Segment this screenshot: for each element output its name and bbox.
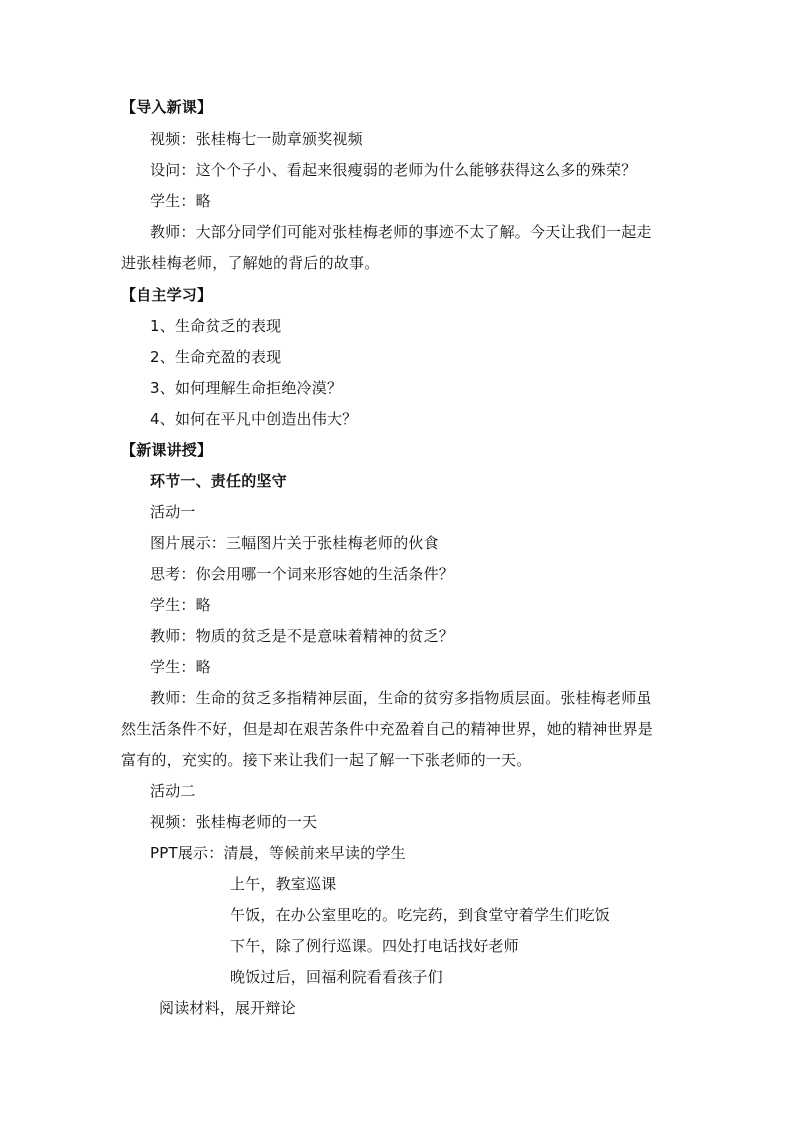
new-lesson-teacher-2: 然生活条件不好，但是却在艰苦条件中充盈着自己的精神世界，她的精神世界是 [121,720,654,738]
new-lesson-student-2: 学生：略 [150,658,211,676]
section-heading-self-study: 【自主学习】 [121,286,213,304]
new-lesson-evening: 晚饭过后，回福利院看看孩子们 [230,968,443,986]
new-lesson-lunch: 午饭，在办公室里吃的。吃完药，到食堂守着学生们吃饭 [230,906,611,924]
self-study-item-1: 1、生命贫乏的表现 [150,317,282,335]
intro-line-question: 设问：这个个子小、看起来很瘦弱的老师为什么能够获得这么多的殊荣？ [150,161,637,179]
self-study-item-3: 3、如何理解生命拒绝冷漠？ [150,379,343,397]
new-lesson-activity-2: 活动二 [150,782,196,800]
intro-line-student: 学生：略 [150,192,211,210]
new-lesson-activity-1: 活动一 [150,503,196,521]
new-lesson-think: 思考：你会用哪一个词来形容她的生活条件？ [150,565,455,583]
new-lesson-morning: 上午，教室巡课 [230,875,337,893]
new-lesson-student-1: 学生：略 [150,596,211,614]
self-study-item-4: 4、如何在平凡中创造出伟大？ [150,410,358,428]
section-heading-new-lesson: 【新课讲授】 [121,441,213,459]
new-lesson-subheading: 环节一、责任的坚守 [150,472,287,490]
section-heading-intro: 【导入新课】 [121,98,213,116]
intro-line-teacher-1: 教师：大部分同学们可能对张桂梅老师的事迹不太了解。今天让我们一起走 [150,223,652,241]
new-lesson-reading-debate: 阅读材料，展开辩论 [159,999,296,1017]
new-lesson-teacher-3: 富有的，充实的。接下来让我们一起了解一下张老师的一天。 [121,751,532,769]
new-lesson-teacher-1: 教师：生命的贫乏多指精神层面，生命的贫穷多指物质层面。张桂梅老师虽 [150,689,652,707]
new-lesson-afternoon: 下午，除了例行巡课。四处打电话找好老师 [230,937,519,955]
self-study-item-2: 2、生命充盈的表现 [150,348,282,366]
new-lesson-ppt-show: PPT展示：清晨，等候前来早读的学生 [150,844,406,862]
new-lesson-video: 视频：张桂梅老师的一天 [150,813,318,831]
intro-line-video: 视频：张桂梅七一勋章颁奖视频 [150,130,363,148]
intro-line-teacher-2: 进张桂梅老师，了解她的背后的故事。 [121,254,380,272]
new-lesson-teacher-question: 教师：物质的贫乏是不是意味着精神的贫乏？ [150,627,455,645]
new-lesson-picture-show: 图片展示：三幅图片关于张桂梅老师的伙食 [150,534,439,552]
